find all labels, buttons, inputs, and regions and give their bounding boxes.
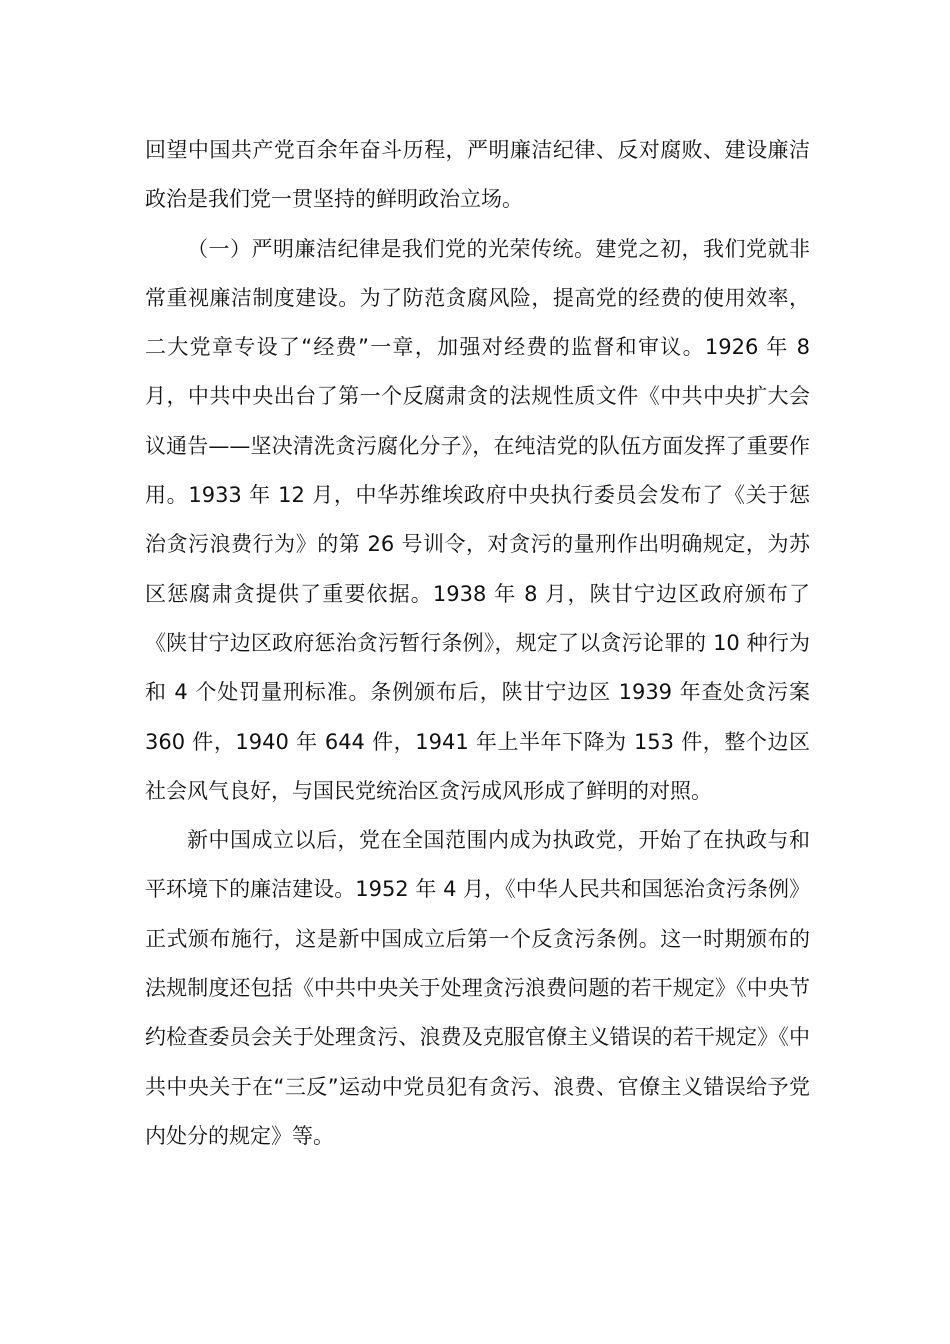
paragraph-party-tradition: （一）严明廉洁纪律是我们党的光荣传统。建党之初，我们党就非常重视廉洁制度建设。为了防范贪腐风险，提高党的经费的使用效率，二大党章专设了“经费”一章，加强对经费的监督和审议。1926 年 8 月，中共中央出台了第一个反腐肃贪的法规性质文件《中共中央扩大会议通告——坚决清洗贪污腐化分子》，在纯洁党的队伍方面发挥了重要作用。1933 年 12 月，中华苏维埃政府中央执行委员会发布了《关于惩治贪污浪费行为》的第 26 号训令，对贪污的量刑作出明确规定，为苏区惩腐肃贪提供了重要依据。1938 年 8 月，陕甘宁边区政府颁布了《陕甘宁边区政府惩治贪污暂行条例》，规定了以贪污论罪的 10 种行为和 4 个处罚量刑标准。条例颁布后，陕甘宁边区 1939 年查处贪污案 360 件，1940 年 644 件，1941 年上半年下降为 153 件，整个边区社会风气良好，与国民党统治区贪污成风形成了鲜明的对照。: [145, 236, 810, 803]
document-body: [145, 126, 810, 1161]
paragraph-new-china: 新中国成立以后，党在全国范围内成为执政党，开始了在执政与和平环境下的廉洁建设。1952 年 4 月，《中华人民共和国惩治贪污条例》正式颁布施行，这是新中国成立后第一个反贪污条例。这一时期颁布的法规制度还包括《中共中央关于处理贪污浪费问题的若干规定》《中央节约检查委员会关于处理贪污、浪费及克服官僚主义错误的若干规定》《中共中央关于在“三反”运动中党员犯有贪污、浪费、官僚主义错误给予党内处分的规定》等。: [145, 828, 810, 1148]
paragraph-intro: 回望中国共产党百余年奋斗历程，严明廉洁纪律、反对腐败、建设廉洁政治是我们党一贯坚持的鲜明政治立场。: [145, 138, 810, 212]
